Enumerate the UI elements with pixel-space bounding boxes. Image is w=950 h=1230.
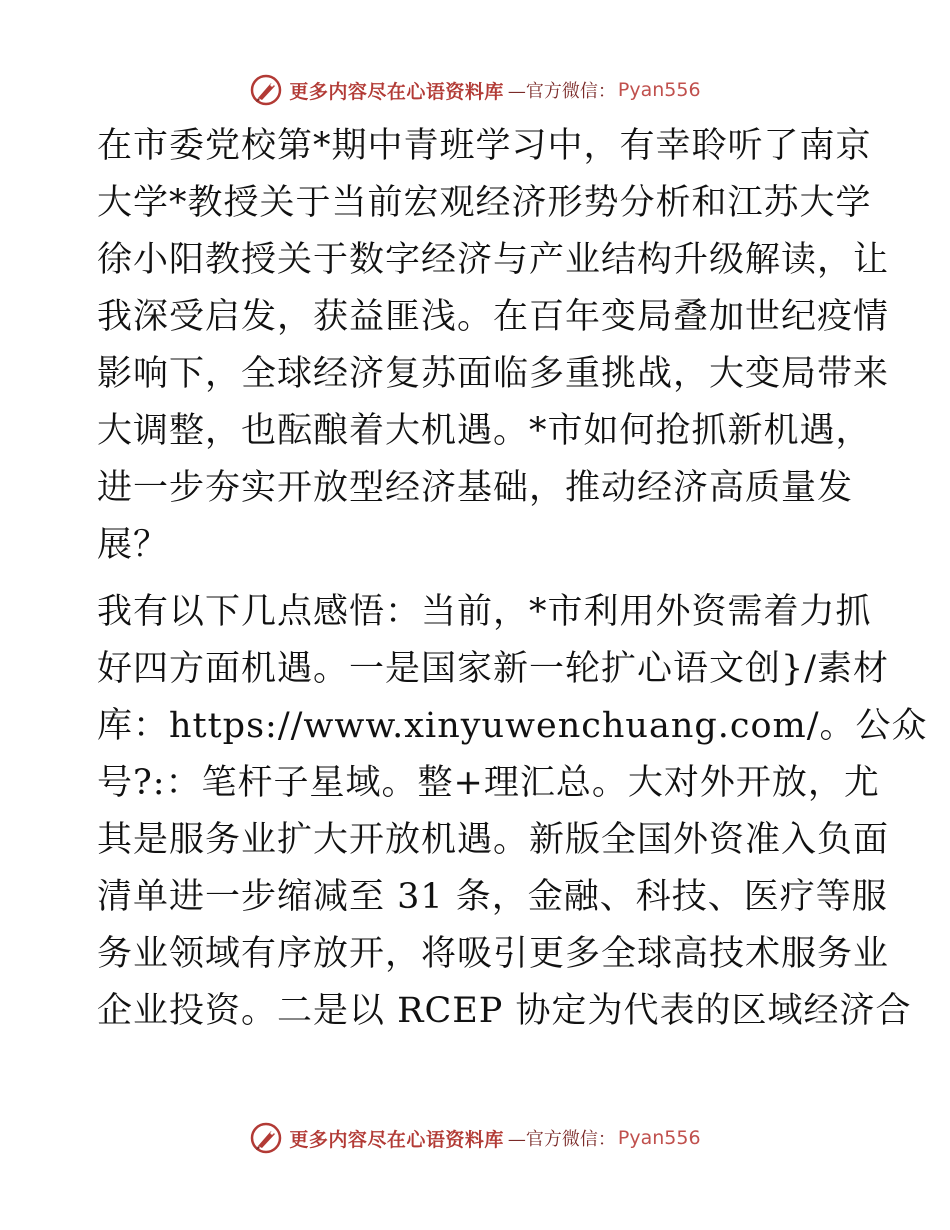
- text-line: 号?:：笔杆子星域。整+理汇总。大对外开放，尤: [97, 763, 880, 803]
- text-line: 清单进一步缩减至 31 条，金融、科技、医疗等服: [97, 877, 888, 917]
- paragraph-1: [97, 118, 890, 574]
- text-line: 影响下，全球经济复苏面临多重挑战，大变局带来: [97, 354, 890, 394]
- paragraph-2: [97, 584, 928, 1040]
- pen-nib-logo-icon: [249, 73, 283, 107]
- text-line: 大调整，也酝酿着大机遇。*市如何抢抓新机遇，: [97, 411, 872, 451]
- text-line: 库：https://www.xinyuwenchuang.com/。公众: [97, 706, 928, 746]
- banner-wechat-label: —官方微信：: [507, 81, 616, 102]
- text-line: 大学*教授关于当前宏观经济形势分析和江苏大学: [97, 183, 872, 223]
- banner-title: 更多内容尽在心语资料库: [289, 80, 504, 103]
- document-body: [97, 118, 928, 1040]
- banner-wechat-label: —官方微信：: [507, 1129, 616, 1150]
- text-line: 进一步夯实开放型经济基础，推动经济高质量发: [97, 468, 854, 508]
- text-line: 其是服务业扩大开放机遇。新版全国外资准入负面: [97, 820, 890, 860]
- footer-banner[interactable]: [0, 1118, 950, 1158]
- paragraph-spacer: [97, 574, 853, 584]
- text-line: 徐小阳教授关于数字经济与产业结构升级解读，让: [97, 240, 890, 280]
- text-line: 务业领域有序放开，将吸引更多全球高技术服务业: [97, 934, 890, 974]
- banner-wechat-id: Pyan556: [617, 1127, 701, 1149]
- pen-nib-logo-icon: [249, 1121, 283, 1155]
- header-banner[interactable]: [0, 70, 950, 110]
- text-line: 展？: [97, 525, 170, 565]
- text-line: 在市委党校第*期中青班学习中，有幸聆听了南京: [97, 126, 872, 166]
- text-line: 我深受启发，获益匪浅。在百年变局叠加世纪疫情: [97, 297, 890, 337]
- text-line: 好四方面机遇。一是国家新一轮扩心语文创}/素材: [97, 649, 890, 689]
- text-line: 企业投资。二是以 RCEP 协定为代表的区域经济合: [97, 991, 912, 1031]
- banner-wechat-id: Pyan556: [617, 79, 701, 101]
- text-line: 我有以下几点感悟：当前，*市利用外资需着力抓: [97, 592, 872, 632]
- banner-title: 更多内容尽在心语资料库: [289, 1128, 504, 1151]
